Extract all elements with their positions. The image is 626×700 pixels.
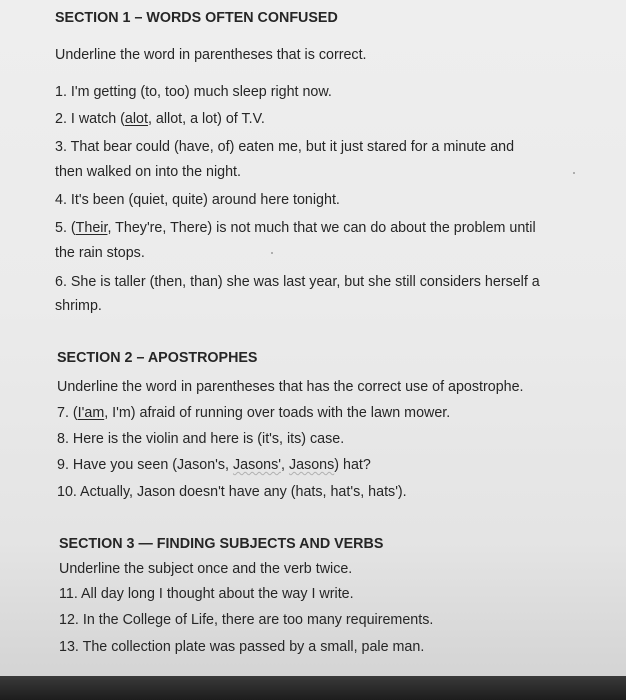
question-3-line-1: 3. That bear could (have, of) eaten me, but it just stared for a minute and: [55, 139, 515, 155]
question-2-part-c: , allot, a lot) of T.V.: [147, 111, 265, 127]
question-7: [57, 404, 450, 422]
question-9-marked-word-2: Jasons: [288, 457, 335, 473]
question-7-underlined-answer: I'am: [77, 405, 105, 421]
question-3-line-2: then walked on into the night.: [55, 164, 241, 180]
question-2-part-a: 2. I watch (: [55, 111, 125, 127]
question-4: 4. It's been (quiet, quite) around here tonight.: [55, 192, 340, 208]
question-9-part-c: ,: [281, 457, 289, 473]
section-1-instruction: Underline the word in parentheses that is correct.: [55, 47, 367, 63]
section-2-instruction: Underline the word in parentheses that has the correct use of apostrophe.: [57, 379, 524, 395]
question-11: 11. All day long I thought about the way I write.: [59, 586, 354, 602]
question-7-part-c: , I'm) afraid of running over toads with the lawn mower.: [104, 405, 451, 421]
question-2-underlined-answer: alot: [124, 111, 148, 127]
section-1-title: SECTION 1 – WORDS OFTEN CONFUSED: [55, 10, 338, 26]
question-9-marked-word-1: Jasons': [232, 457, 282, 473]
question-7-part-a: 7. (: [57, 405, 78, 421]
question-9: [57, 456, 371, 474]
question-5-part-a: 5. (: [55, 220, 76, 236]
question-8: 8. Here is the violin and here is (it's, its) case.: [57, 431, 345, 447]
question-5-line-2: the rain stops.: [55, 245, 145, 261]
stray-mark: [271, 252, 273, 254]
question-9-part-a: 9. Have you seen (Jason's,: [57, 457, 233, 473]
question-9-part-e: ) hat?: [334, 457, 371, 473]
question-5-part-c: , They're, There) is not much that we can do about the problem until: [107, 220, 536, 236]
dark-background-strip: [0, 676, 626, 700]
question-2: [55, 110, 265, 128]
stray-mark: [573, 172, 575, 174]
section-3-instruction: Underline the subject once and the verb twice.: [59, 561, 353, 577]
section-2-title: SECTION 2 – APOSTROPHES: [57, 350, 258, 366]
question-13: 13. The collection plate was passed by a small, pale man.: [59, 639, 425, 655]
question-6-line-1: 6. She is taller (then, than) she was last year, but she still considers herself a: [55, 274, 540, 290]
question-12: 12. In the College of Life, there are too many requirements.: [59, 612, 434, 628]
question-1: 1. I'm getting (to, too) much sleep right now.: [55, 84, 332, 100]
question-5-line-1: [55, 219, 536, 237]
question-10: 10. Actually, Jason doesn't have any (hats, hat's, hats').: [57, 484, 407, 500]
section-3-title: SECTION 3 — FINDING SUBJECTS AND VERBS: [59, 536, 384, 552]
question-5-underlined-answer: Their: [75, 220, 108, 236]
question-6-line-2: shrimp.: [55, 298, 102, 314]
